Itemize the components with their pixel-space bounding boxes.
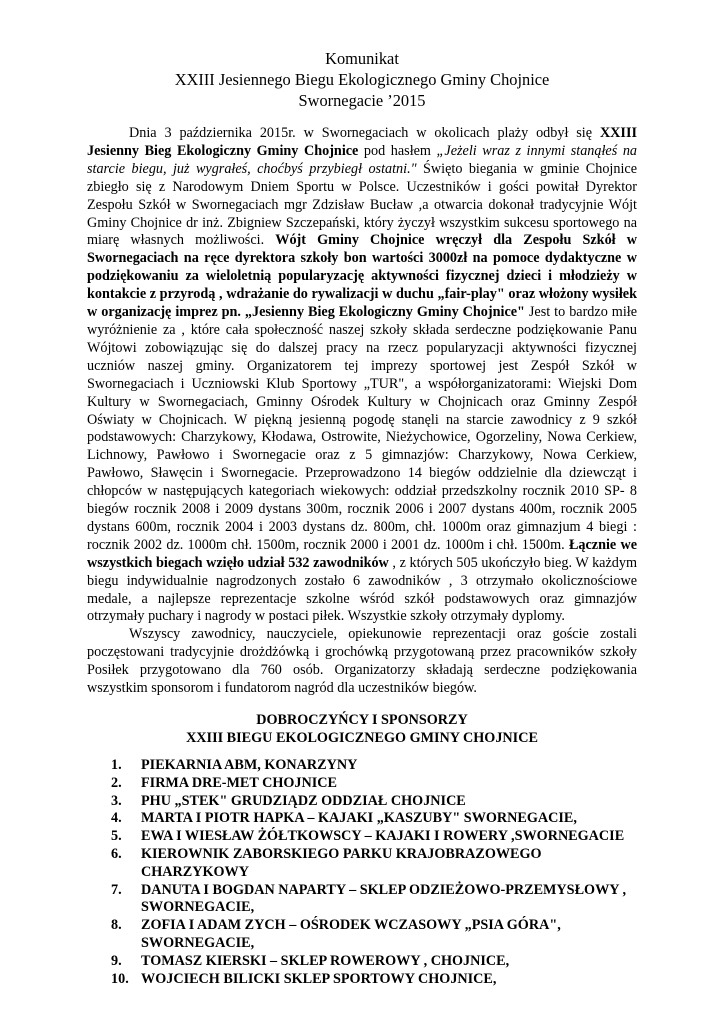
text-run: , z których 505 ukończyło bieg. W każdym biegu indywidualnie nagrodzonych zostało 6 zawodników , 3 otrzymało okolicznościowe medale, a najlepsze reprezentacje szkolne wśród szkół podstawowych oraz gimnazjów otrzymały puchary i nagrody w postaci piłek. Wszystkie szkoły otrzymały dyplomy. <box>87 554 638 625</box>
event-motto: „Jeżeli wraz z innymi stanąłeś na starcie biegu, już wygrałeś, choćbyś przybiegł ostatni." <box>87 142 638 177</box>
text-run: Jest to bardzo miłe wyróżnienie za , które cała społeczność naszej szkoły składa serdeczne podziękowanie Panu Wójtowi zobowiązując się do dalszej pracy na rzecz popularyzacji aktywności fizycznej uczniów naszej gminy. Organizatorem tej imprezy sportowej jest Zespół Szkół w Swornegaciach i Uczniowski Klub Sportowy „TUR", a współorganizatorami: Wiejski Dom Kultury w Swornegaciach, Gminny Ośrodek Kultury w Chojnicach oraz Gminny Zespół Oświaty w Chojnicach. W piękną jesienną pogodę stanęli na starcie zawodnicy z 9 szkół podstawowych: Charzykowy, Kłodawa, Ostrowite, Nieżychowice, Ogorzeliny, Nowa Cerkiew, Lichnowy, Pawłowo i Swornegacie oraz z 5 gimnazjów: Charzykowy, Nowa Cerkiew, Pawłowo, Sławęcin i Swornegacie. Przeprowadzono 14 biegów oddzielnie dla dziewcząt i chłopców w następujących kategoriach wiekowych: oddział przedszkolny rocznik 2010 SP- 8 biegów rocznik 2008 i 2009 dystans 300m, rocznik 2006 i 2007 dystans 400m, rocznik 2005 dystans 600m, rocznik 2004 i 2003 dystans dz. 800m, chł. 1000m oraz gimnazjum 4 biegi : rocznik 2002 dz. 1000m chł. 1500m, rocznik 2000 i 2001 dz. 1000m i chł. 1500m. <box>87 304 637 553</box>
list-item-number: 8. <box>111 917 122 934</box>
award-statement: Wójt Gminy Chojnice wręczył dla Zespołu Szkół w Swornegaciach na ręce dyrektora szkoły bon wartości 3000zł na pomoce dydaktyczne w podziękowaniu za wieloletnią popularyzację aktywności fizycznej dzieci i młodzieży w kontakcie z przyrodą , wdrażanie do rywalizacji w duchu „fair-play" oraz włożony wysiłek w organizację imprez pn. „Jesienny Bieg Ekologiczny Gminy Chojnice" <box>87 232 637 321</box>
list-item-text: EWA I WIESŁAW ŻÓŁTKOWSCY – KAJAKI I ROWERY ,SWORNEGACIE <box>141 828 625 845</box>
list-item <box>111 882 637 918</box>
document-page <box>87 48 637 988</box>
list-item-text: FIRMA DRE-MET CHOJNICE <box>141 774 338 791</box>
closing-paragraph: Wszyscy zawodnicy, nauczyciele, opiekunowie reprezentacji oraz goście zostali poczęstowani tradycyjnie drożdżówką i grochówką przygotowaną przez pracowników szkoły Posiłek przygotowano dla 760 osób. Organizatorzy składają serdeczne podziękowania wszystkim sponsorom i fundatorom nagród dla uczestników biegów. <box>87 626 637 697</box>
list-item-text: WOJCIECH BILICKI SKLEP SPORTOWY CHOJNICE, <box>141 970 497 987</box>
list-item-text: KIEROWNIK ZABORSKIEGO PARKU KRAJOBRAZOWEGO CHARZYKOWY <box>141 845 542 880</box>
list-item-number: 2. <box>111 774 122 791</box>
list-item-number: 6. <box>111 845 122 862</box>
list-item <box>111 917 637 953</box>
list-item-number: 1. <box>111 757 122 773</box>
list-item <box>111 775 637 793</box>
title-line-1: Komunikat <box>325 49 399 68</box>
list-item-number: 9. <box>111 952 122 969</box>
sponsors-heading-line-2: XXIII BIEGU EKOLOGICZNEGO GMINY CHOJNICE <box>186 730 538 746</box>
list-item-number: 4. <box>111 810 122 827</box>
list-item <box>111 971 637 989</box>
list-item <box>111 846 637 882</box>
list-item-text: ZOFIA I ADAM ZYCH – OŚRODEK WCZASOWY „PSIA GÓRA", SWORNEGACIE, <box>141 917 561 951</box>
sponsors-heading <box>87 711 637 747</box>
title-line-3: Swornegacie ’2015 <box>298 91 426 110</box>
list-item-text: PHU „STEK" GRUDZIĄDZ ODDZIAŁ CHOJNICE <box>141 792 466 809</box>
text-run: Dnia 3 października 2015r. w Swornegaciach w okolicach plaży odbył się <box>129 125 600 141</box>
list-item <box>111 810 637 828</box>
list-item-number: 3. <box>111 792 122 809</box>
list-item <box>111 828 637 846</box>
sponsor-list <box>87 757 637 988</box>
text-run: pod hasłem <box>358 142 437 159</box>
list-item <box>111 793 637 811</box>
list-item-text: TOMASZ KIERSKI – SKLEP ROWEROWY , CHOJNICE, <box>141 952 510 969</box>
sponsors-heading-line-1: DOBROCZYŃCY I SPONSORZY <box>256 712 468 728</box>
participants-total: Łącznie we wszystkich biegach wzięło udział 532 zawodników <box>87 536 637 571</box>
list-item-text: DANUTA I BOGDAN NAPARTY – SKLEP ODZIEŻOWO-PRZEMYSŁOWY , SWORNEGACIE, <box>141 881 627 916</box>
list-item <box>111 953 637 971</box>
list-item-number: 10. <box>111 970 129 987</box>
list-item-number: 7. <box>111 881 122 898</box>
event-name: XXIII Jesienny Bieg Ekologiczny Gminy Chojnice <box>87 125 637 159</box>
title-line-2: XXIII Jesiennego Biegu Ekologicznego Gminy Chojnice <box>174 70 550 89</box>
list-item-text: PIEKARNIA ABM, KONARZYNY <box>141 757 358 773</box>
main-paragraph <box>87 125 637 626</box>
list-item <box>111 757 637 775</box>
list-item-text: MARTA I PIOTR HAPKA – KAJAKI „KASZUBY" SWORNEGACIE, <box>141 810 577 827</box>
list-item-number: 5. <box>111 828 122 845</box>
document-title <box>87 48 637 111</box>
text-run: Święto biegania w gminie Chojnice zbiegło się z Narodowym Dniem Sportu w Polsce. Uczestników i gości powitał Dyrektor Zespołu Szkół w Swornegaciach mgr Zdzisław Bucław ,a otwarcia dokonał tradycyjnie Wójt Gminy Chojnice dr inż. Zbigniew Szczepański, który życzył wszystkim sukcesu sportowego na miarę własnych możliwości. <box>87 160 637 249</box>
